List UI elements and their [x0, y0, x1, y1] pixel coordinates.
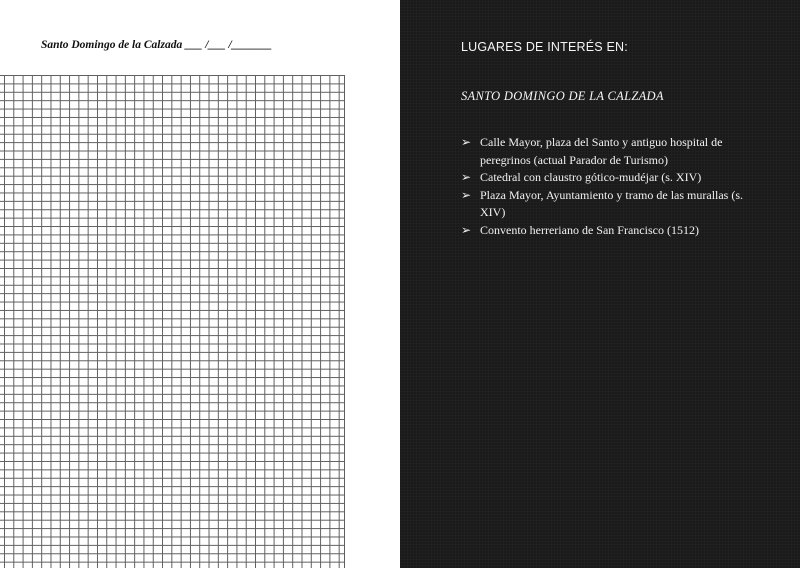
- arrowhead-bullet-icon: ➢: [461, 170, 472, 185]
- page-header: Santo Domingo de la Calzada ___ /___ /_______: [41, 39, 272, 51]
- place-text: Plaza Mayor, Ayuntamiento y tramo de las murallas (s. XIV): [480, 187, 744, 220]
- place-text: Catedral con claustro gótico-mudéjar (s. XIV): [480, 170, 702, 185]
- place-text: Calle Mayor, plaza del Santo y antiguo hospital de peregrinos (actual Parador de Turismo): [480, 135, 723, 167]
- place-text: Convento herreriano de San Francisco (1512): [480, 222, 699, 237]
- list-item: [461, 222, 761, 240]
- grid-paper: [0, 75, 345, 568]
- arrowhead-bullet-icon: ➢: [461, 135, 472, 149]
- section-title: LUGARES DE INTERÉS EN:: [461, 40, 628, 54]
- arrowhead-bullet-icon: ➢: [461, 222, 472, 237]
- list-item: [461, 187, 761, 222]
- town-subtitle: SANTO DOMINGO DE LA CALZADA: [461, 89, 664, 103]
- places-list: [461, 134, 761, 240]
- list-item: [461, 169, 761, 187]
- list-item: [461, 134, 761, 169]
- right-page: [400, 0, 800, 568]
- arrowhead-bullet-icon: ➢: [461, 187, 472, 202]
